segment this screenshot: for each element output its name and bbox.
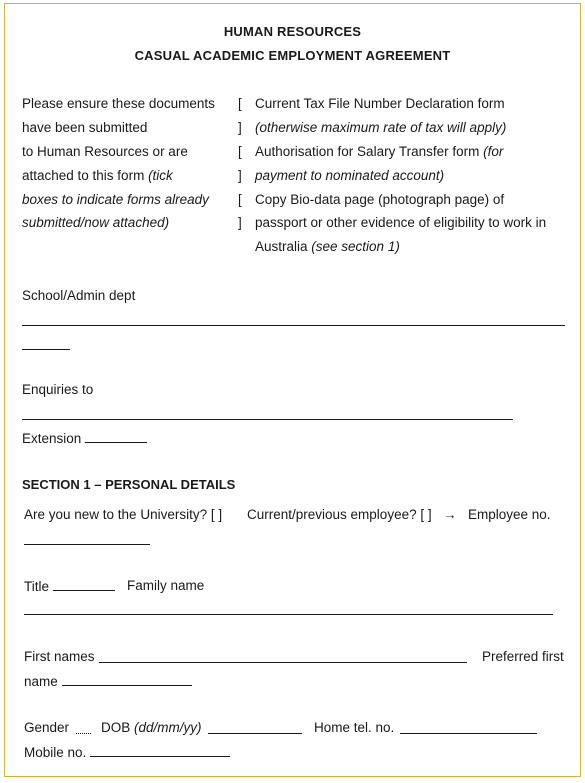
employee-no-label: Employee no.: [468, 507, 551, 522]
checkbox-tax-open[interactable]: [: [238, 96, 242, 111]
preferred-name-row: [24, 673, 192, 689]
home-tel-label: Home tel. no.: [314, 720, 395, 735]
section-1-heading: SECTION 1 – PERSONAL DETAILS: [22, 477, 236, 492]
preferred-name-field[interactable]: [62, 673, 192, 686]
dob-row: [101, 720, 202, 735]
new-to-university-question[interactable]: Are you new to the University? [ ]: [24, 507, 223, 522]
checklist-item-tax: Current Tax File Number Declaration form: [255, 96, 505, 111]
extension-field[interactable]: [85, 430, 147, 443]
checkbox-passport-open[interactable]: [: [238, 192, 242, 207]
mobile-field[interactable]: [90, 744, 230, 757]
title-field[interactable]: [53, 578, 115, 591]
checklist-item-passport-line-3: [255, 239, 400, 254]
instructions-line-2: have been submitted: [22, 120, 148, 135]
enquiries-label: Enquiries to: [22, 382, 94, 397]
checklist-item-passport-text: Australia: [255, 239, 312, 254]
family-name-field[interactable]: [24, 614, 553, 615]
title-row: [24, 578, 115, 594]
department-title: HUMAN RESOURCES: [223, 24, 362, 39]
checklist-item-passport-italic: (see section 1): [311, 239, 400, 254]
extension-label: Extension: [22, 431, 82, 446]
instructions-line-4-text: attached to this form: [22, 168, 149, 183]
dob-label: DOB: [101, 720, 131, 735]
instructions-line-4-italic: (tick: [148, 168, 173, 183]
instructions-line-4: [22, 168, 173, 183]
checklist-item-passport: Copy Bio-data page (photograph page) of: [255, 192, 505, 207]
mobile-label: Mobile no.: [24, 745, 87, 760]
form-title: CASUAL ACADEMIC EMPLOYMENT AGREEMENT: [134, 48, 451, 63]
gender-label: Gender: [24, 720, 70, 735]
employee-no-field[interactable]: [24, 544, 150, 545]
checklist-item-salary-italic: (for: [483, 144, 504, 159]
first-names-label: First names: [24, 649, 95, 664]
name-label: name: [24, 674, 58, 689]
checklist-item-salary: [255, 144, 503, 159]
school-dept-field[interactable]: [22, 325, 565, 326]
instructions-line-6: submitted/now attached): [22, 215, 170, 230]
checklist-item-salary-note: payment to nominated account): [255, 168, 445, 183]
agreement-form-page: [4, 3, 581, 777]
dob-format-hint: (dd/mm/yy): [134, 720, 202, 735]
checkbox-tax-close[interactable]: ]: [238, 120, 242, 135]
school-dept-label: School/Admin dept: [22, 288, 136, 303]
title-label: Title: [24, 579, 50, 594]
instructions-line-3: to Human Resources or are: [22, 144, 188, 159]
checklist-item-passport-line-2: passport or other evidence of eligibility to work in: [255, 215, 547, 230]
family-name-label: Family name: [127, 578, 205, 593]
arrow-icon: →: [443, 507, 457, 522]
current-employee-question[interactable]: Current/previous employee? [ ]: [247, 507, 432, 522]
checkbox-salary-close[interactable]: ]: [238, 168, 242, 183]
enquiries-field[interactable]: [22, 419, 513, 420]
checkbox-passport-close[interactable]: ]: [238, 215, 242, 230]
instructions-line-1: Please ensure these documents: [22, 96, 215, 111]
instructions-line-5: boxes to indicate forms already: [22, 192, 209, 207]
extension-row: [22, 430, 147, 446]
checkbox-salary-open[interactable]: [: [238, 144, 242, 159]
dob-field[interactable]: [208, 733, 302, 734]
mobile-row: [24, 744, 230, 760]
preferred-first-label: Preferred first: [482, 649, 564, 664]
checklist-item-tax-note: (otherwise maximum rate of tax will apply): [255, 120, 507, 135]
home-tel-field[interactable]: [400, 733, 537, 734]
first-names-field[interactable]: [99, 662, 467, 663]
gender-field[interactable]: [76, 733, 91, 734]
checklist-item-salary-text: Authorisation for Salary Transfer form: [255, 144, 484, 159]
school-dept-field-continued[interactable]: [22, 349, 70, 350]
